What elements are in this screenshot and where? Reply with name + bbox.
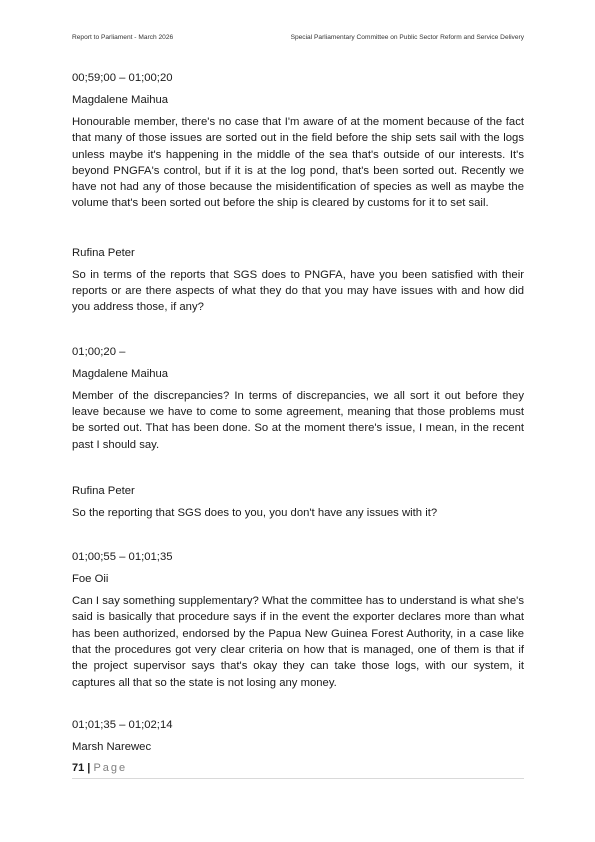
speech-text: So in terms of the reports that SGS does to PNGFA, have you been satisfied with their reports or are there aspects of what they do that you may have issues with and how did you address those, if any? [72, 268, 524, 314]
page-number: 71 [72, 762, 85, 774]
page-footer [72, 762, 524, 779]
speech-text: Member of the discrepancies? In terms of discrepancies, we all sort it out before they leave because we have to come to some agreement, meaning that those problems must be sorted out. That has been done. So at the moment there's issue, I mean, in the recent past I should say. [72, 389, 524, 451]
timestamp: 01;00;20 – [72, 345, 126, 358]
transcript-body [72, 70, 524, 779]
transcript-entry [72, 717, 524, 755]
header-report-title: Report to Parliament - March 2026 [72, 34, 174, 41]
timestamp: 00;59;00 – 01;00;20 [72, 72, 173, 84]
transcript-entry [72, 70, 524, 212]
transcript-entry [72, 549, 524, 691]
page-header [72, 34, 524, 50]
speech-text: Honourable member, there's no case that I'm aware of at the moment because of the fact that many of those issues are sorted out in the field before the ship sets sail with the logs unless maybe it's happening in the middle of the sea that's outside of our interests. It's beyond PNGFA's control, but if it is at the log pond, that's been sorted out. Recently we have not had any of those because the misidentification of species as well as maybe the volume that's been sorted out before the ship is cleared by customs for it to set sail. [72, 116, 524, 210]
transcript-entry [72, 483, 524, 521]
speaker-name: Rufina Peter [72, 484, 135, 497]
speaker-name: Magdalene Maihua [72, 367, 169, 380]
speech-text: So the reporting that SGS does to you, you don't have any issues with it? [72, 506, 438, 519]
transcript-entry [72, 245, 524, 316]
timestamp: 01;01;35 – 01;02;14 [72, 718, 173, 731]
transcript-entry [72, 344, 524, 453]
speaker-name: Foe Oii [72, 573, 109, 586]
timestamp: 01;00;55 – 01;01;35 [72, 551, 173, 564]
speaker-name: Marsh Narewec [72, 740, 152, 753]
speaker-name: Magdalene Maihua [72, 94, 169, 106]
page-label: Page [93, 762, 128, 774]
header-committee-name: Special Parliamentary Committee on Public Sector Reform and Service Delivery [290, 34, 524, 41]
speech-text: Can I say something supplementary? What the committee has to understand is what she's said is basically that procedure says if in the event the exporter declares more than what has been authorized, endorsed by the Papua New Guinea Forest Authority, in a case like that the procedures got very clear criteria on how that is managed, one of them is that if the project supervisor says that's okay they can take those logs, with our system, it captures all that so the state is not losing any money. [72, 595, 524, 689]
page-separator: | [84, 762, 94, 774]
speaker-name: Rufina Peter [72, 246, 135, 259]
